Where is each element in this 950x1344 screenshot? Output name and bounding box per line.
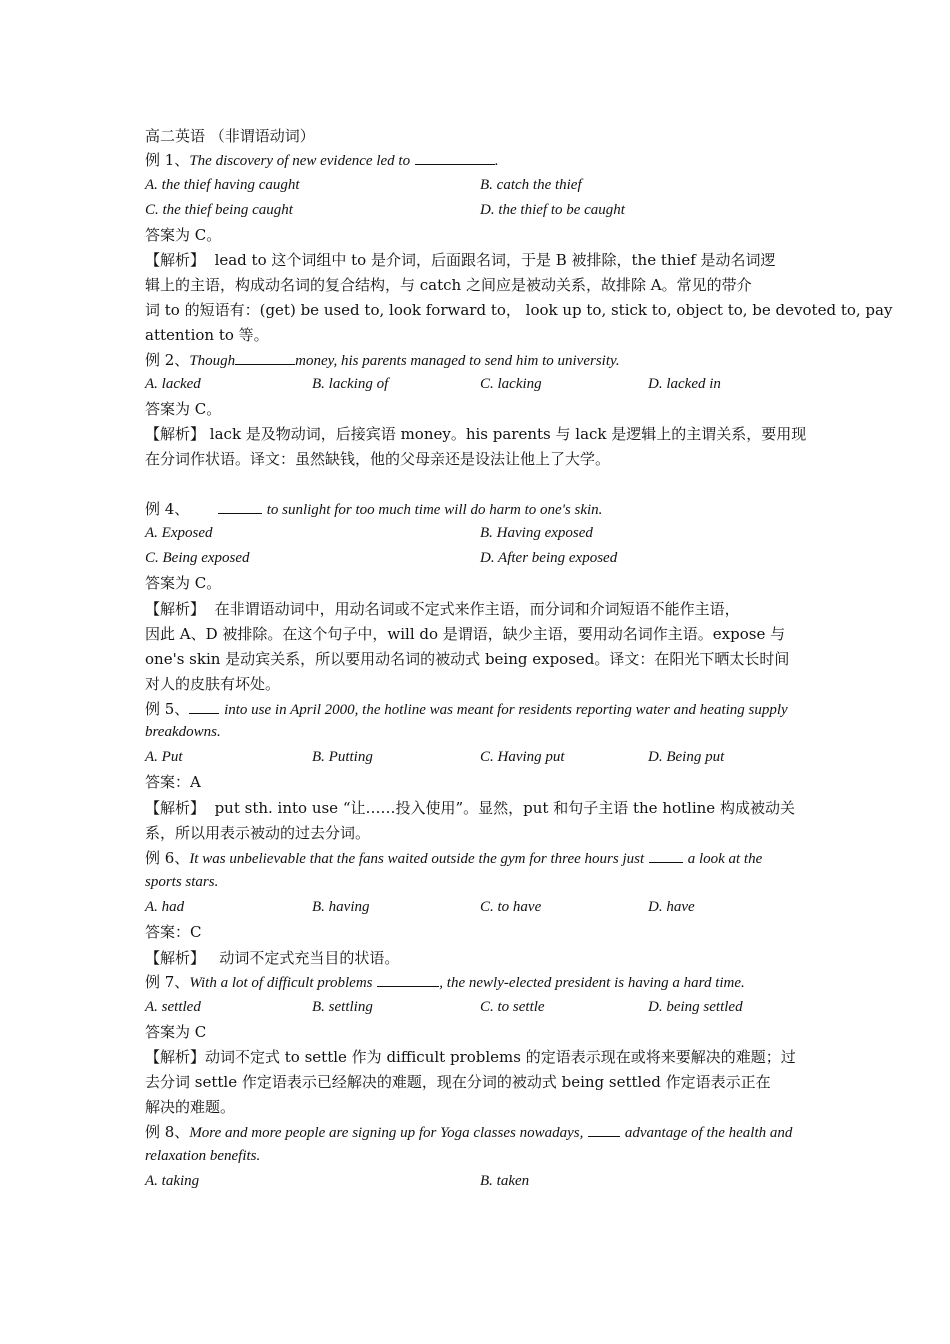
question-7 xyxy=(145,971,810,994)
analysis-line xyxy=(145,423,810,445)
analysis-line: 对人的皮肤有坏处。 xyxy=(145,675,281,693)
analysis-text: lead to 这个词组中 to 是介词，后面跟名词，于是 B 被排除，the thief 是动名词逻 xyxy=(214,251,776,269)
question-text-end: advantage of the health and xyxy=(624,1125,793,1141)
question-label: 例 6、 xyxy=(145,849,190,867)
option-d: D. the thief to be caught xyxy=(480,202,625,218)
analysis-tag: 【解析】 xyxy=(145,799,206,817)
answer-blank xyxy=(377,972,439,987)
question-label: 例 8、 xyxy=(145,1123,190,1141)
option-a: A. the thief having caught xyxy=(145,177,300,193)
option-b: B. lacking of xyxy=(312,376,389,392)
analysis-line: one's skin 是动宾关系，所以要用动名词的被动式 being exposed。译文：在阳光下晒太长时间 xyxy=(145,650,790,668)
option-d: D. After being exposed xyxy=(480,550,618,566)
question-text-cont: relaxation benefits. xyxy=(145,1148,261,1164)
question-text: The discovery of new evidence led to xyxy=(189,153,411,169)
option-c: C. lacking xyxy=(480,376,542,392)
analysis-line: 因此 A、D 被排除。在这个句子中，will do 是谓语，缺少主语，要用动名词作主语。expose 与 xyxy=(145,625,786,643)
question-6 xyxy=(145,847,810,870)
page-title: 高二英语 （非谓语动词） xyxy=(145,127,315,145)
answer: 答案为 C。 xyxy=(145,400,222,418)
analysis-line: 去分词 settle 作定语表示已经解决的难题，现在分词的被动式 being settled 作定语表示正在 xyxy=(145,1073,771,1091)
analysis-text: 动词不定式 to settle 作为 difficult problems 的定语表示现在或将来要解决的难题；过 xyxy=(205,1048,796,1066)
question-1 xyxy=(145,149,810,172)
analysis-line xyxy=(145,947,810,969)
question-text: More and more people are signing up for Yoga classes nowadays, xyxy=(189,1125,584,1141)
answer: 答案为 C。 xyxy=(145,574,222,592)
question-text: to sunlight for too much time will do harm to one's skin. xyxy=(266,502,603,518)
analysis-line xyxy=(145,249,810,271)
analysis-line: 辑上的主语，构成动名词的复合结构，与 catch 之间应是被动关系，故排除 A。常见的带介 xyxy=(145,276,752,294)
answer-blank xyxy=(649,848,683,863)
analysis-line: 在分词作状语。译文：虽然缺钱，他的父母亲还是设法让他上了大学。 xyxy=(145,450,611,468)
option-c: C. to have xyxy=(480,899,542,915)
analysis-tag: 【解析】 xyxy=(145,251,206,269)
question-text-cont: breakdowns. xyxy=(145,724,221,740)
answer-blank xyxy=(218,499,262,514)
option-d: D. have xyxy=(648,899,695,915)
question-text: into use in April 2000, the hotline was meant for residents reporting water and heating supply xyxy=(224,702,788,718)
question-text-end: money, his parents managed to send him to university. xyxy=(295,353,620,369)
question-label: 例 1、 xyxy=(145,151,190,169)
answer-blank xyxy=(235,350,295,365)
analysis-text: lack 是及物动词，后接宾语 money。his parents 与 lack 是逻辑上的主谓关系，要用现 xyxy=(209,425,807,443)
option-c: C. the thief being caught xyxy=(145,202,293,218)
question-label: 例 2、 xyxy=(145,351,190,369)
option-a: A. Exposed xyxy=(145,525,213,541)
analysis-tag: 【解析】 xyxy=(145,949,206,967)
analysis-tag: 【解析】 xyxy=(145,1048,206,1066)
question-label: 例 5、 xyxy=(145,700,190,718)
analysis-line xyxy=(145,598,810,620)
question-text: With a lot of difficult problems xyxy=(189,975,373,991)
option-c: C. Being exposed xyxy=(145,550,250,566)
option-a: A. had xyxy=(145,899,185,915)
option-b: B. Putting xyxy=(312,749,373,765)
option-b: B. settling xyxy=(312,999,373,1015)
analysis-text: put sth. into use “让……投入使用”。显然，put 和句子主语 the hotline 构成被动关 xyxy=(214,799,795,817)
analysis-text: 在非谓语动词中，用动名词或不定式来作主语，而分词和介词短语不能作主语， xyxy=(214,600,740,618)
answer: 答案：A xyxy=(145,773,201,791)
question-text: Though xyxy=(189,353,236,369)
question-text-end: a look at the xyxy=(687,851,763,867)
question-4 xyxy=(145,498,810,521)
option-d: D. Being put xyxy=(648,749,725,765)
question-text-end: . xyxy=(494,153,499,169)
option-c: C. Having put xyxy=(480,749,565,765)
question-text: It was unbelievable that the fans waited outside the gym for three hours just xyxy=(189,851,645,867)
question-label: 例 4、 xyxy=(145,500,190,518)
option-d: D. being settled xyxy=(648,999,743,1015)
option-b: B. having xyxy=(312,899,370,915)
option-b: B. taken xyxy=(480,1173,530,1189)
analysis-line: attention to 等。 xyxy=(145,326,269,344)
option-c: C. to settle xyxy=(480,999,545,1015)
question-text-cont: sports stars. xyxy=(145,874,219,890)
analysis-tag: 【解析】 xyxy=(145,600,206,618)
answer: 答案为 C xyxy=(145,1023,207,1041)
analysis-tag: 【解析】 xyxy=(145,425,206,443)
question-5 xyxy=(145,698,810,721)
option-a: A. taking xyxy=(145,1173,200,1189)
analysis-text: 动词不定式充当目的状语。 xyxy=(219,949,400,967)
question-8 xyxy=(145,1121,810,1144)
answer-blank xyxy=(189,699,219,714)
question-text-end: , the newly-elected president is having a hard time. xyxy=(439,975,745,991)
answer-blank xyxy=(415,150,495,165)
answer: 答案为 C。 xyxy=(145,226,222,244)
option-a: A. settled xyxy=(145,999,201,1015)
question-label: 例 7、 xyxy=(145,973,190,991)
analysis-line xyxy=(145,1046,810,1068)
answer-blank xyxy=(588,1122,620,1137)
analysis-line: 系，所以用表示被动的过去分词。 xyxy=(145,824,371,842)
analysis-line xyxy=(145,797,810,819)
option-b: B. catch the thief xyxy=(480,177,582,193)
analysis-line: 词 to 的短语有：(get) be used to, look forward to， look up to, stick to, object to, be devoted to, pay xyxy=(145,301,893,319)
answer: 答案：C xyxy=(145,923,202,941)
analysis-line: 解决的难题。 xyxy=(145,1098,236,1116)
option-b: B. Having exposed xyxy=(480,525,593,541)
option-a: A. Put xyxy=(145,749,183,765)
option-a: A. lacked xyxy=(145,376,201,392)
option-d: D. lacked in xyxy=(648,376,721,392)
question-2 xyxy=(145,349,810,372)
